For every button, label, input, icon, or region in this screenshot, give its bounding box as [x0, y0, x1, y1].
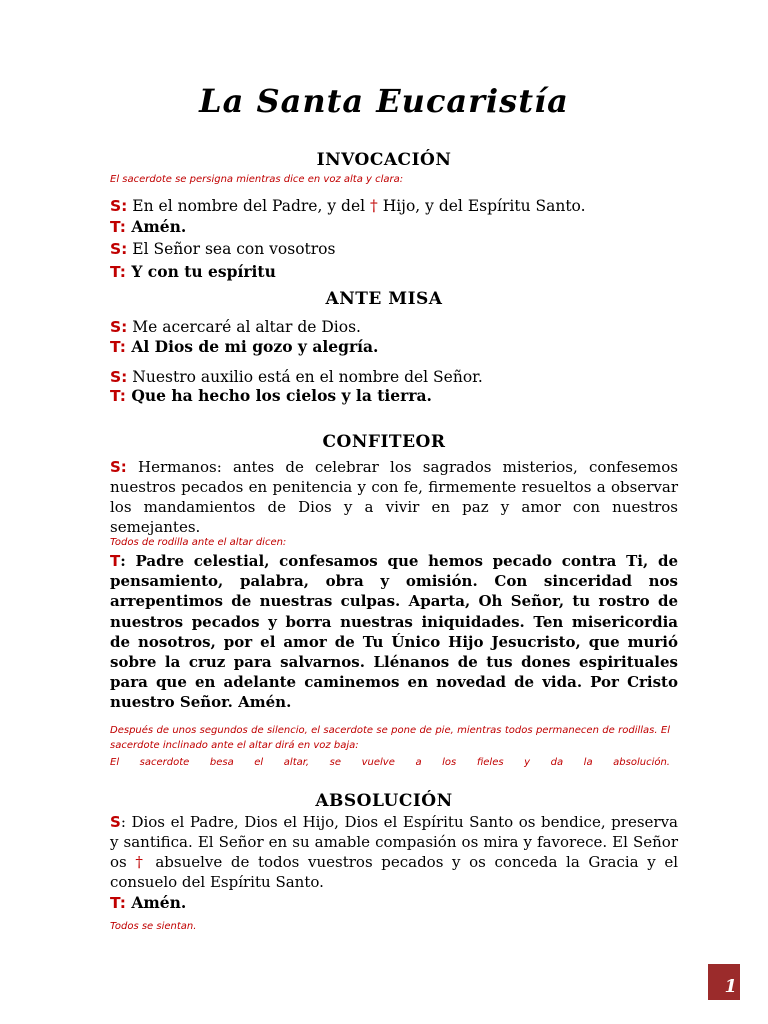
paragraph-text: absuelve de todos vuestros pecados y os conceda la Gracia y el consuelo del Espíritu Santo. [110, 853, 679, 891]
speaker-label: S: [110, 458, 127, 476]
heading-invocacion: INVOCACIÓN [316, 150, 452, 170]
paragraph-text: : Padre celestial, confesamos que hemos pecado contra Ti, de pensamiento, palabra, obra y omisión. Con sinceridad nos arrepentimos de nuestras culpas. Aparta, Oh Señor, tu rostro de nuestros pecados y borra nuestras iniquidades. Ten misericordia de nosotros, por el amor de Tu Único Hijo Jesucristo, que murió sobre la cruz para salvarnos. Llénanos de tus dones espirituales para que en adelante caminemos en novedad de vida. Por Cristo nuestro Señor. Amén. [110, 552, 678, 712]
speaker-label: S: [110, 240, 128, 258]
people-paragraph [110, 551, 678, 713]
speaker-label: T: [110, 338, 126, 356]
page-number: 1 [724, 976, 737, 997]
response-text: Al Dios de mi gozo y alegría. [125, 337, 379, 356]
dialogue-line [110, 893, 680, 913]
line-text: Me acercaré al altar de Dios. [127, 318, 361, 336]
speaker-label: T: [110, 894, 126, 912]
speaker-label: T: [110, 218, 126, 236]
speaker-label: T: [110, 263, 126, 281]
response-text: Y con tu espíritu [125, 262, 276, 281]
priest-paragraph [110, 457, 678, 537]
line-text: En el nombre del Padre, y del [127, 197, 371, 215]
speaker-label: S [110, 813, 121, 831]
priest-paragraph [110, 812, 678, 892]
dialogue-line [110, 239, 680, 259]
dialogue-line [110, 196, 680, 216]
speaker-label: T [110, 552, 121, 570]
dialogue-line [110, 262, 680, 282]
paragraph-text: Hermanos: antes de celebrar los sagrados misterios, confesemos nuestros pecados en penitencia y con fe, firmemente resueltos a observar los mandamientos de Dios y a vivir en paz y amor con nuestros semejantes. [110, 458, 678, 536]
page-title: La Santa Eucaristía [199, 82, 569, 120]
speaker-label: S: [110, 318, 128, 336]
response-text: Amén. [125, 217, 187, 236]
rubric-invocacion: El sacerdote se persigna mientras dice en voz alta y clara: [110, 174, 404, 185]
heading-confiteor: CONFITEOR [322, 432, 446, 452]
rubric-confiteor-absolution: El sacerdote besa el altar, se vuelve a los fieles y da la absolución. [110, 757, 670, 768]
line-text: Hijo, y del Espíritu Santo. [377, 197, 586, 215]
speaker-label: S: [110, 368, 128, 386]
dialogue-line [110, 367, 680, 387]
rubric-confiteor-silence: Después de unos segundos de silencio, el sacerdote se pone de pie, mientras todos permanecen de rodillas. El sacerdote inclinado ante el altar dirá en voz baja: [110, 725, 670, 751]
line-text: El Señor sea con vosotros [127, 240, 336, 258]
rubric-absolucion: Todos se sientan. [110, 921, 197, 932]
cross-icon: † [370, 197, 378, 215]
dialogue-line [110, 317, 680, 337]
line-text: Nuestro auxilio está en el nombre del Señor. [127, 368, 483, 386]
response-text: Que ha hecho los cielos y la tierra. [125, 386, 432, 405]
rubric-confiteor-kneel: Todos de rodilla ante el altar dicen: [110, 537, 287, 548]
dialogue-line [110, 386, 680, 406]
dialogue-line [110, 217, 680, 237]
heading-ante-misa: ANTE MISA [325, 289, 443, 309]
paragraph-text: : Dios el Padre, Dios el Hijo, Dios el Espíritu Santo os bendice, preserva y santifica. El Señor en su amable compasión os mira y favorece. El Señor os [110, 813, 678, 871]
speaker-label: S: [110, 197, 128, 215]
response-text: Amén. [125, 893, 187, 912]
speaker-label: T: [110, 387, 126, 405]
page-number-badge [708, 964, 740, 1000]
heading-absolucion: ABSOLUCIÓN [315, 791, 453, 811]
dialogue-line [110, 337, 680, 357]
cross-icon: † [135, 853, 147, 871]
